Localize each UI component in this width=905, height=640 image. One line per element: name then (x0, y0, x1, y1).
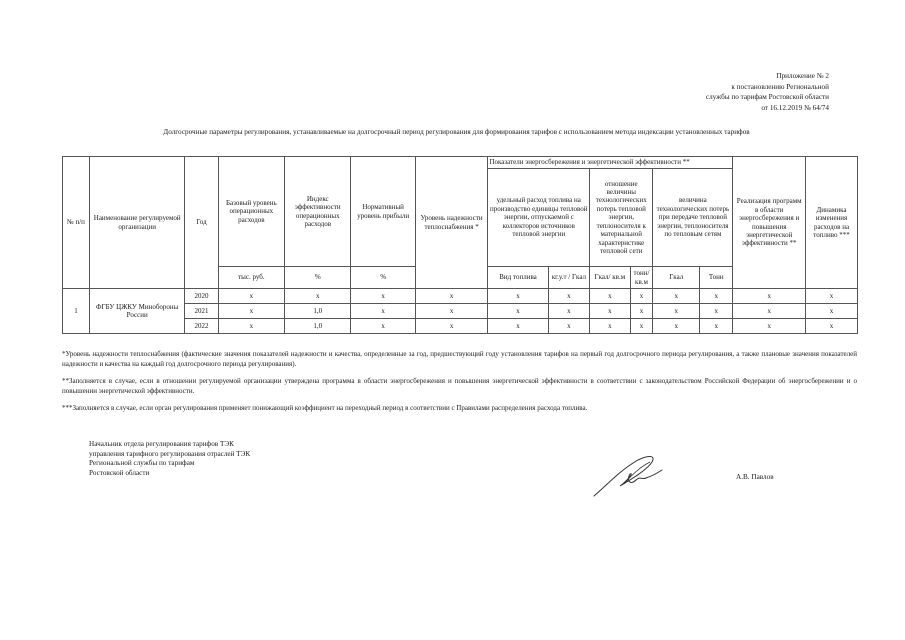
table-cell: х (806, 319, 858, 334)
unit-gcal: Гкал (653, 267, 700, 289)
signatory-position (89, 440, 250, 478)
header-loss-value: величина технологических потерь при передаче тепловой энергии, теплоносителя по тепловым сетям (653, 169, 733, 267)
unit-base: тыс. руб. (218, 267, 284, 289)
table-cell: х (548, 304, 590, 319)
table-cell: 1,0 (285, 319, 351, 334)
table-cell: 1,0 (285, 304, 351, 319)
table-cell: х (351, 304, 415, 319)
table-cell: х (488, 289, 548, 304)
row-year: 2020 (185, 289, 218, 304)
org-name: ФГБУ ЦЖКУ Минобороны России (89, 289, 184, 334)
header-base-opex: Базовый уровень операционных расходов (218, 157, 284, 267)
table-cell: х (218, 304, 284, 319)
parameters-table (62, 156, 858, 334)
header-loss-ratio: отношение величины технологических потерь тепловой энергии, теплоносителя к материальной характеристике тепловой сети (590, 169, 653, 267)
header-efficiency-index: Индекс эффективности операционных расходов (285, 157, 351, 267)
table-cell: х (415, 289, 488, 304)
header-org: Наименование регулируемой организации (89, 157, 184, 289)
signatory-line-3: Региональной службы по тарифам (89, 459, 195, 468)
row-year: 2021 (185, 304, 218, 319)
unit-ton-m2: тонн/кв.м (630, 267, 653, 289)
unit-gcal-m2: Гкал/ кв.м (590, 267, 630, 289)
footnote-fuel-coefficient: ***Заполняется в случае, если орган регулирования применяет понижающий коэффициент на переходный период в соответствии с Правилами распределения расхода топлива. (62, 404, 588, 412)
table-cell: х (415, 304, 488, 319)
row-year: 2022 (185, 319, 218, 334)
unit-index: % (285, 267, 351, 289)
table-cell: х (548, 319, 590, 334)
footnote-reliability: *Уровень надежности теплоснабжения (фактические значения показателей надежности и качества, определенные за год, предшествующий году установления тарифов на первый год долгосрочного периода регулирования, а также плановые значения показателей надежности и качества на каждый год долгосрочного периода регулирования). (62, 350, 857, 368)
annex-line-1: Приложение № 2 (776, 72, 829, 80)
table-cell: х (653, 304, 700, 319)
table-cell: х (700, 289, 733, 304)
table-cell: х (700, 319, 733, 334)
table-cell: х (806, 304, 858, 319)
signatory-line-2: управления тарифного регулирования отраслей ТЭК (89, 449, 251, 458)
unit-profit: % (351, 267, 415, 289)
table-cell: х (733, 289, 806, 304)
header-reliability: Уровень надежности теплоснабжения * (415, 157, 488, 289)
unit-fuel: кг.у.т / Гкал (548, 267, 590, 289)
header-year: Год (185, 157, 218, 289)
table-cell: х (218, 289, 284, 304)
table-cell: х (630, 289, 653, 304)
annex-line-2: к постановлению Региональной (731, 82, 829, 91)
annex-line-3: службы по тарифам Ростовской области (705, 93, 829, 101)
table-row (63, 289, 858, 304)
signatory-line-1: Начальник отдела регулирования тарифов ТЭК (89, 440, 234, 448)
org-num: 1 (63, 289, 90, 334)
unit-ton: Тонн (700, 267, 733, 289)
table-cell: х (733, 304, 806, 319)
annex-line-4: от 16.12.2019 № 64/74 (761, 103, 829, 112)
signatory-line-4: Ростовской области (89, 468, 150, 477)
table-cell: х (590, 319, 630, 334)
table-cell: х (351, 319, 415, 334)
table-cell: х (488, 304, 548, 319)
table-cell: х (590, 304, 630, 319)
header-program: Реализация программ в области энергосбережения и повышения энергетической эффективности ** (733, 157, 806, 289)
table-cell: х (415, 319, 488, 334)
unit-fuel-type: Вид топлива (488, 267, 548, 289)
table-cell: х (653, 289, 700, 304)
header-energy-group: Показатели энергосбережения и энергетической эффективности ** (488, 157, 733, 169)
handwritten-signature-icon (590, 450, 670, 500)
document-title: Долгосрочные параметры регулирования, устанавливаемые на долгосрочный период регулирования для формирования тарифов с использованием метода индексации установленных тарифов (163, 128, 750, 136)
table-cell: х (488, 319, 548, 334)
table-cell: х (351, 289, 415, 304)
table-cell: х (733, 319, 806, 334)
annex-header (706, 71, 829, 113)
table-cell: х (653, 319, 700, 334)
table-cell: х (630, 319, 653, 334)
header-profit-level: Нормативный уровень прибыли (351, 157, 415, 267)
table-cell: х (285, 289, 351, 304)
header-fuel-dynamics: Динамика изменения расходов на топливо *** (806, 157, 858, 289)
table-cell: х (548, 289, 590, 304)
table-cell: х (590, 289, 630, 304)
header-specific-fuel: удельный расход топлива на производство единицы тепловой энергии, отпускаемой с коллекторов источников тепловой энергии (488, 169, 590, 267)
header-num: № п/п (63, 157, 90, 289)
table-cell: х (700, 304, 733, 319)
signer-name: А.В. Павлов (736, 473, 774, 481)
table-cell: х (806, 289, 858, 304)
footnote-energy-program: **Заполняется в случае, если в отношении регулируемой организации утверждена программа в области энергосбережения и повышения энергетической эффективности в соответствии с законодательством Российской Федерации об энергосбережении и о повышении энергетической эффективности. (62, 377, 857, 395)
table-cell: х (630, 304, 653, 319)
table-cell: х (218, 319, 284, 334)
